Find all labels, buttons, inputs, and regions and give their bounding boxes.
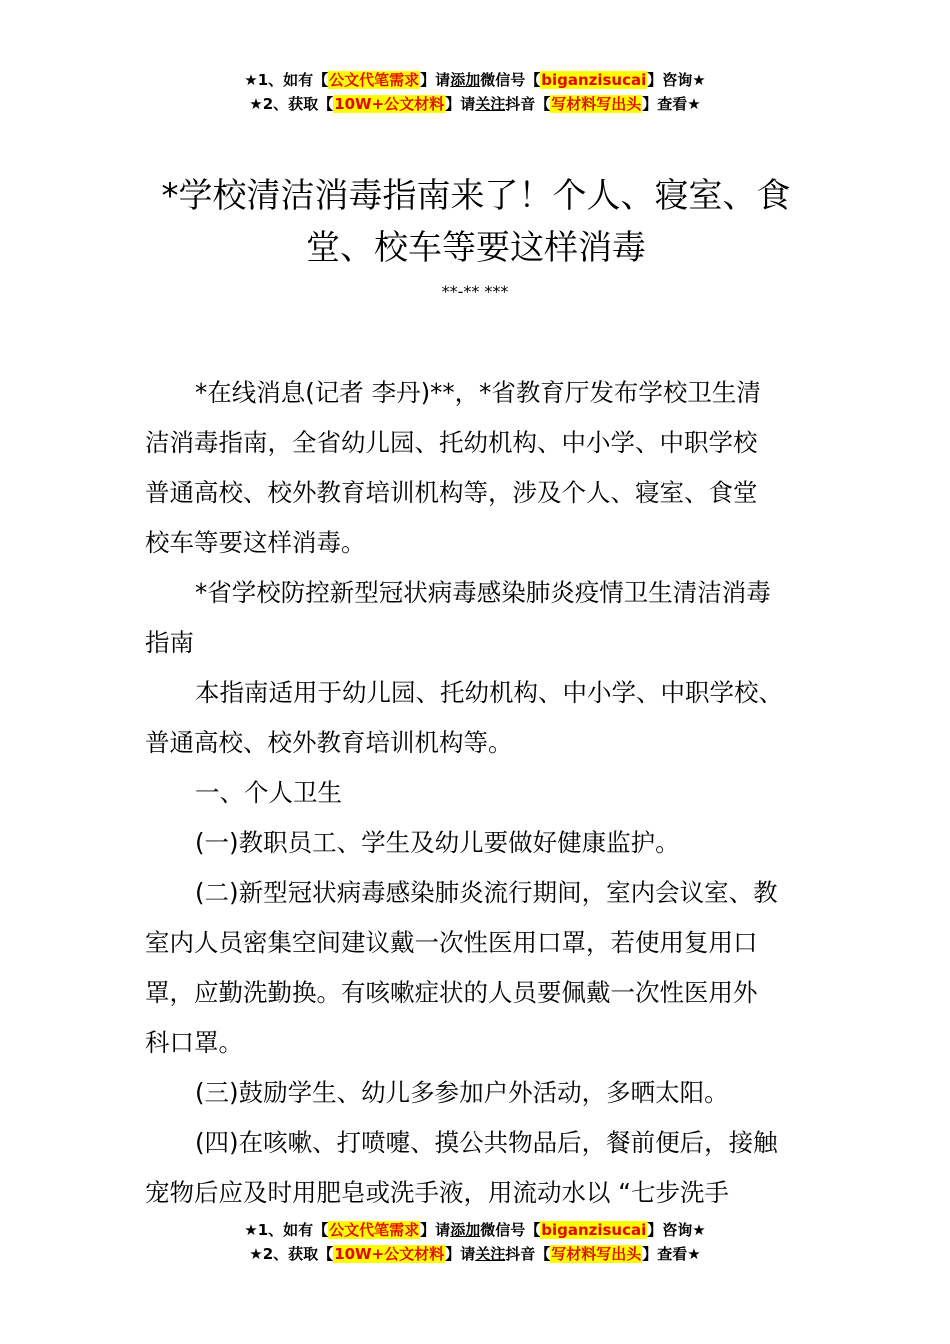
banner-text: ★2、获取【	[249, 95, 334, 113]
paragraph-line: 宠物后应及时用肥皂或洗手液，用流动水以 “七步洗手	[145, 1178, 729, 1207]
paragraph-line: 指南	[145, 628, 194, 657]
banner-text: 】请	[445, 1245, 476, 1263]
banner-text: 】请	[420, 71, 451, 89]
banner-text: 】请	[420, 1221, 451, 1239]
banner-underline: 添加	[450, 71, 481, 89]
banner-highlight: 公文代笔需求	[329, 71, 420, 89]
paragraph-line: (四)在咳嗽、打喷嚏、摸公共物品后，餐前便后，接触	[195, 1128, 778, 1157]
banner-underline: 关注	[475, 95, 506, 113]
paragraph-line: 校车等要这样消毒。	[145, 528, 366, 557]
dateline: **-** ***	[441, 282, 509, 301]
banner-highlight: biganzisucai	[541, 71, 647, 89]
document-title	[145, 170, 807, 274]
paragraph-line: (一)教职员工、学生及幼儿要做好健康监护。	[195, 828, 680, 857]
banner-text: 】查看★	[642, 1245, 701, 1263]
paragraph-line: 本指南适用于幼儿园、托幼机构、中小学、中职学校、	[195, 678, 783, 707]
paragraph-line: (三)鼓励学生、幼儿多参加户外活动，多晒太阳。	[195, 1078, 729, 1107]
banner-text: 】请	[445, 95, 476, 113]
paragraph	[145, 768, 815, 818]
paragraph-line: 普通高校、校外教育培训机构等，涉及个人、寝室、食堂	[145, 478, 758, 507]
paragraph	[145, 1068, 815, 1118]
title-line-1: *学校清洁消毒指南来了！个人、寝室、食	[161, 176, 791, 216]
banner-text: ★1、如有【	[244, 71, 329, 89]
paragraph-line: 科口罩。	[145, 1028, 243, 1057]
banner-highlight: 写材料写出头	[551, 1245, 642, 1263]
banner-text: 】查看★	[642, 95, 701, 113]
paragraph	[145, 818, 815, 868]
paragraph	[145, 868, 815, 1068]
banner-text: 微信号【	[480, 71, 541, 89]
paragraph-line: 室内人员密集空间建议戴一次性医用口罩，若使用复用口	[145, 928, 758, 957]
banner-text: 微信号【	[480, 1221, 541, 1239]
banner-text: ★1、如有【	[244, 1221, 329, 1239]
paragraph	[145, 568, 815, 668]
banner-line-2	[0, 92, 950, 116]
banner-line-1	[0, 1218, 950, 1242]
banner-text: 】咨询★	[647, 71, 706, 89]
banner-highlight: biganzisucai	[541, 1221, 647, 1239]
paragraph	[145, 368, 815, 568]
paragraph-line: *省学校防控新型冠状病毒感染肺炎疫情卫生清洁消毒	[195, 578, 771, 607]
banner-line-1	[0, 68, 950, 92]
banner-underline: 关注	[475, 1245, 506, 1263]
paragraph-line: 洁消毒指南，全省幼儿园、托幼机构、中小学、中职学校	[145, 428, 758, 457]
banner-highlight: 10W+公文材料	[334, 1245, 445, 1263]
banner-text: 】咨询★	[647, 1221, 706, 1239]
paragraph-line: 普通高校、校外教育培训机构等。	[145, 728, 513, 757]
paragraph-line: 一、个人卫生	[195, 778, 342, 807]
paragraph-line: *在线消息(记者 李丹)**，*省教育厅发布学校卫生清	[195, 378, 761, 407]
banner-underline: 添加	[450, 1221, 481, 1239]
banner-highlight: 公文代笔需求	[329, 1221, 420, 1239]
header-banner	[0, 68, 950, 116]
paragraph	[145, 1118, 815, 1218]
title-line-2: 堂、校车等要这样消毒	[306, 228, 646, 268]
paragraph-line: 罩，应勤洗勤换。有咳嗽症状的人员要佩戴一次性医用外	[145, 978, 758, 1007]
paragraph	[145, 668, 815, 768]
banner-highlight: 写材料写出头	[551, 95, 642, 113]
banner-text: ★2、获取【	[249, 1245, 334, 1263]
footer-banner	[0, 1218, 950, 1266]
banner-text: 抖音【	[505, 95, 551, 113]
banner-text: 抖音【	[505, 1245, 551, 1263]
paragraph-line: (二)新型冠状病毒感染肺炎流行期间，室内会议室、教	[195, 878, 778, 907]
banner-line-2	[0, 1242, 950, 1266]
document-body	[145, 368, 815, 1218]
banner-highlight: 10W+公文材料	[334, 95, 445, 113]
